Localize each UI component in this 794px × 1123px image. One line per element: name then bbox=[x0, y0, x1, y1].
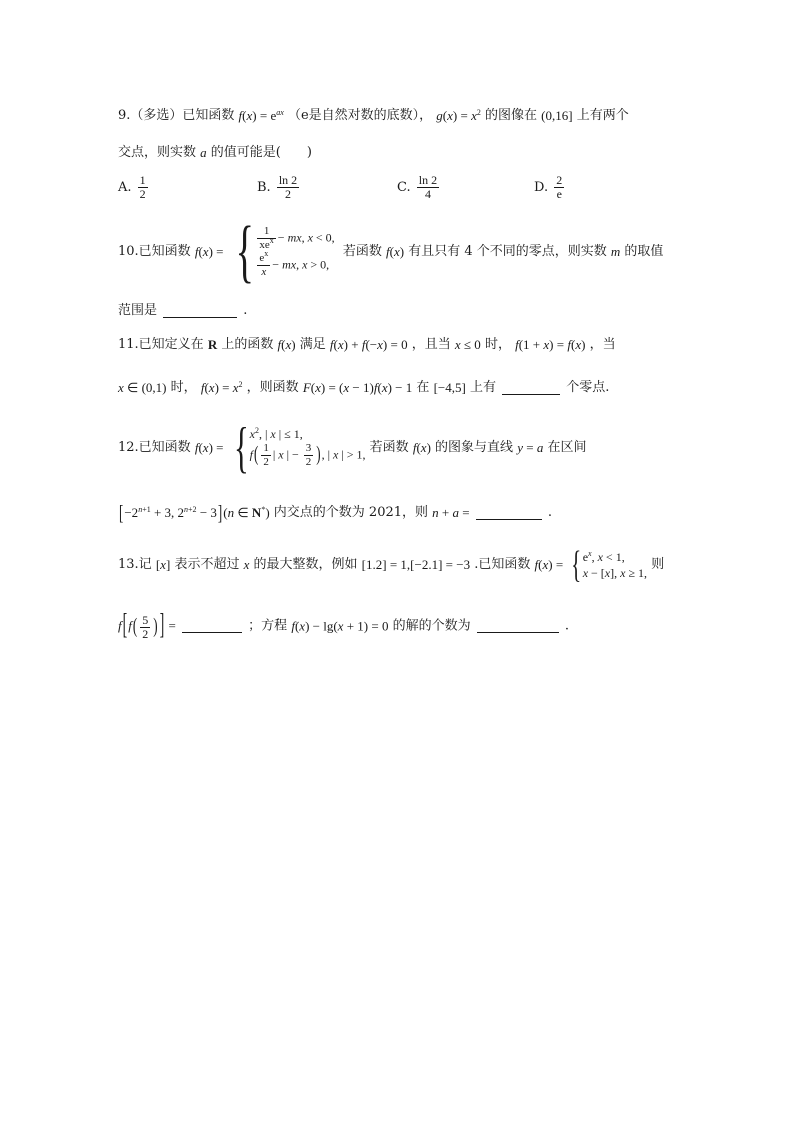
q11-text: 上有 bbox=[469, 380, 496, 395]
q9-gx-formula: $g(x) = x^2$ bbox=[436, 108, 481, 123]
q12-line1 bbox=[118, 417, 587, 479]
q12-sum: n + a = bbox=[432, 505, 470, 520]
piecewise-cases: $\frac{1}{xe^x}$ − mx, x < 0, $\frac{e^x}{x}$ − mx, x > 0, bbox=[259, 225, 335, 278]
piecewise-cases: $e^x$, x < 1, x − [x], x ≥ 1, bbox=[582, 549, 648, 580]
left-brace: { bbox=[233, 417, 249, 479]
q13-composite: f[f( $\frac{5}{2}$ ) ] = bbox=[118, 610, 176, 642]
q10-text: 有且只有 4 个不同的零点，则实数 bbox=[408, 244, 607, 259]
q9-interval: (0,16] bbox=[541, 108, 573, 123]
q12-text: 若函数 bbox=[369, 440, 409, 455]
q11-text: ，则函数 bbox=[246, 380, 299, 395]
q12-fx-inline: f(x) bbox=[412, 440, 431, 455]
q13-line2 bbox=[118, 606, 569, 646]
q9-text: 交点，则实数 bbox=[118, 145, 197, 160]
option-label: B. bbox=[257, 180, 271, 195]
q12-line-eq: y = a bbox=[517, 440, 544, 455]
q10-text: 若函数 bbox=[342, 244, 382, 259]
q10-text: 的取值 bbox=[624, 244, 664, 259]
q12-text: . bbox=[547, 505, 553, 520]
q11-text: 个零点. bbox=[566, 380, 610, 395]
q10-text: 10.已知函数 bbox=[118, 244, 191, 259]
q11-text: 11.已知定义在 bbox=[118, 337, 204, 352]
option-label: A. bbox=[118, 180, 132, 195]
fraction: $\frac{2}{e}$ bbox=[556, 173, 563, 201]
q13-fx: f(x) = bbox=[534, 557, 564, 572]
q11-text: ，且当 bbox=[411, 337, 451, 352]
q13-floor: [x] bbox=[155, 557, 171, 572]
q11-fx: f(x) bbox=[277, 337, 296, 352]
q12-text: 的图象与直线 bbox=[435, 440, 514, 455]
fraction: $\frac{1}{2}$ bbox=[139, 173, 146, 201]
q11-interval: x ∈ (0,1) bbox=[118, 380, 167, 395]
answer-blank[interactable] bbox=[477, 620, 559, 633]
q13-text: .已知函数 bbox=[474, 557, 531, 572]
q9-line2 bbox=[118, 145, 312, 162]
q11-line1 bbox=[118, 337, 616, 354]
q11-text: 上的函数 bbox=[221, 337, 274, 352]
variable-x: x bbox=[243, 557, 250, 572]
q13-text: 表示不超过 bbox=[174, 557, 240, 572]
q13-example: [1.2] = 1,[−2.1] = −3 bbox=[361, 557, 471, 572]
q12-interval: [$-2^{n+1} + 3$, $2^{n+2} - 3](n$ ∈ N*) bbox=[119, 500, 270, 525]
q13-text: 的最大整数，例如 bbox=[253, 557, 358, 572]
q11-x-condition: x ≤ 0 bbox=[454, 337, 481, 352]
q12-text: 内交点的个数为 2021，则 bbox=[273, 505, 429, 520]
answer-blank[interactable] bbox=[182, 620, 242, 633]
set-R: R bbox=[207, 337, 218, 352]
q9-text: 9.（多选）已知函数 bbox=[118, 108, 235, 123]
q12-text: 在区间 bbox=[547, 440, 587, 455]
q13-text: 13.记 bbox=[118, 557, 152, 572]
q12-fx: f(x) = bbox=[194, 440, 224, 455]
q13-line1 bbox=[118, 544, 665, 586]
q12-text: 12.已知函数 bbox=[118, 440, 191, 455]
q13-text: ；方程 bbox=[248, 618, 288, 634]
q11-range: [−4,5] bbox=[433, 380, 466, 395]
fraction: $\frac{\ln 2}{4}$ bbox=[418, 173, 438, 201]
q10-line1 bbox=[118, 213, 664, 290]
q13-text: . bbox=[564, 618, 570, 634]
q13-equation: f(x) − lg(x + 1) = 0 bbox=[291, 618, 389, 634]
fraction: $\frac{\ln 2}{2}$ bbox=[278, 173, 298, 201]
q11-Fx: F(x) = (x − 1)f(x) − 1 bbox=[302, 380, 413, 395]
q11-text: 满足 bbox=[299, 337, 326, 352]
q11-text: 在 bbox=[416, 380, 430, 395]
q12-line2 bbox=[118, 500, 553, 525]
q11-fx-def: $f(x) = x^2$ bbox=[200, 380, 243, 395]
option-d bbox=[534, 174, 566, 201]
q11-line2 bbox=[118, 380, 609, 397]
q11-odd-condition: f(x) + f(−x) = 0 bbox=[329, 337, 408, 352]
q9-text: 的值可能是( ) bbox=[210, 145, 312, 160]
q9-options bbox=[118, 174, 718, 208]
q11-period: f(1 + x) = f(x) bbox=[515, 337, 586, 352]
answer-blank[interactable] bbox=[476, 507, 542, 520]
answer-blank[interactable] bbox=[502, 382, 560, 395]
option-a bbox=[118, 174, 150, 201]
q10-fx: f(x) = bbox=[194, 244, 224, 259]
q13-text: 的解的个数为 bbox=[392, 618, 471, 634]
variable-a: a bbox=[200, 145, 207, 160]
q13-text: 则 bbox=[651, 557, 665, 572]
answer-blank[interactable] bbox=[163, 305, 237, 318]
q9-text: 的图像在 bbox=[485, 108, 538, 123]
left-brace: { bbox=[235, 213, 254, 290]
piecewise-cases: $x^2$, | x | ≤ 1, f( $\frac{1}{2}$ | x | − $\frac{3}{2}$ ), | x | > 1, bbox=[249, 426, 366, 468]
option-label: C. bbox=[397, 180, 411, 195]
q9-fx-formula: $f(x) = e^{ax}$ bbox=[238, 108, 284, 123]
q9-line1 bbox=[118, 108, 629, 125]
option-label: D. bbox=[534, 180, 549, 195]
q11-text: 时， bbox=[484, 337, 511, 352]
q10-text: 范围是 bbox=[118, 303, 158, 318]
option-c bbox=[397, 174, 441, 201]
q11-text: 时， bbox=[170, 380, 197, 395]
q9-text: （e是自然对数的底数）， bbox=[287, 108, 433, 123]
q10-line2 bbox=[118, 303, 247, 320]
q10-text: . bbox=[243, 303, 248, 318]
variable-m: m bbox=[610, 244, 621, 259]
q11-text: ，当 bbox=[589, 337, 616, 352]
q9-text: 上有两个 bbox=[576, 108, 629, 123]
left-brace: { bbox=[571, 544, 582, 586]
option-b bbox=[257, 174, 301, 201]
q10-fx-inline: f(x) bbox=[385, 244, 405, 259]
